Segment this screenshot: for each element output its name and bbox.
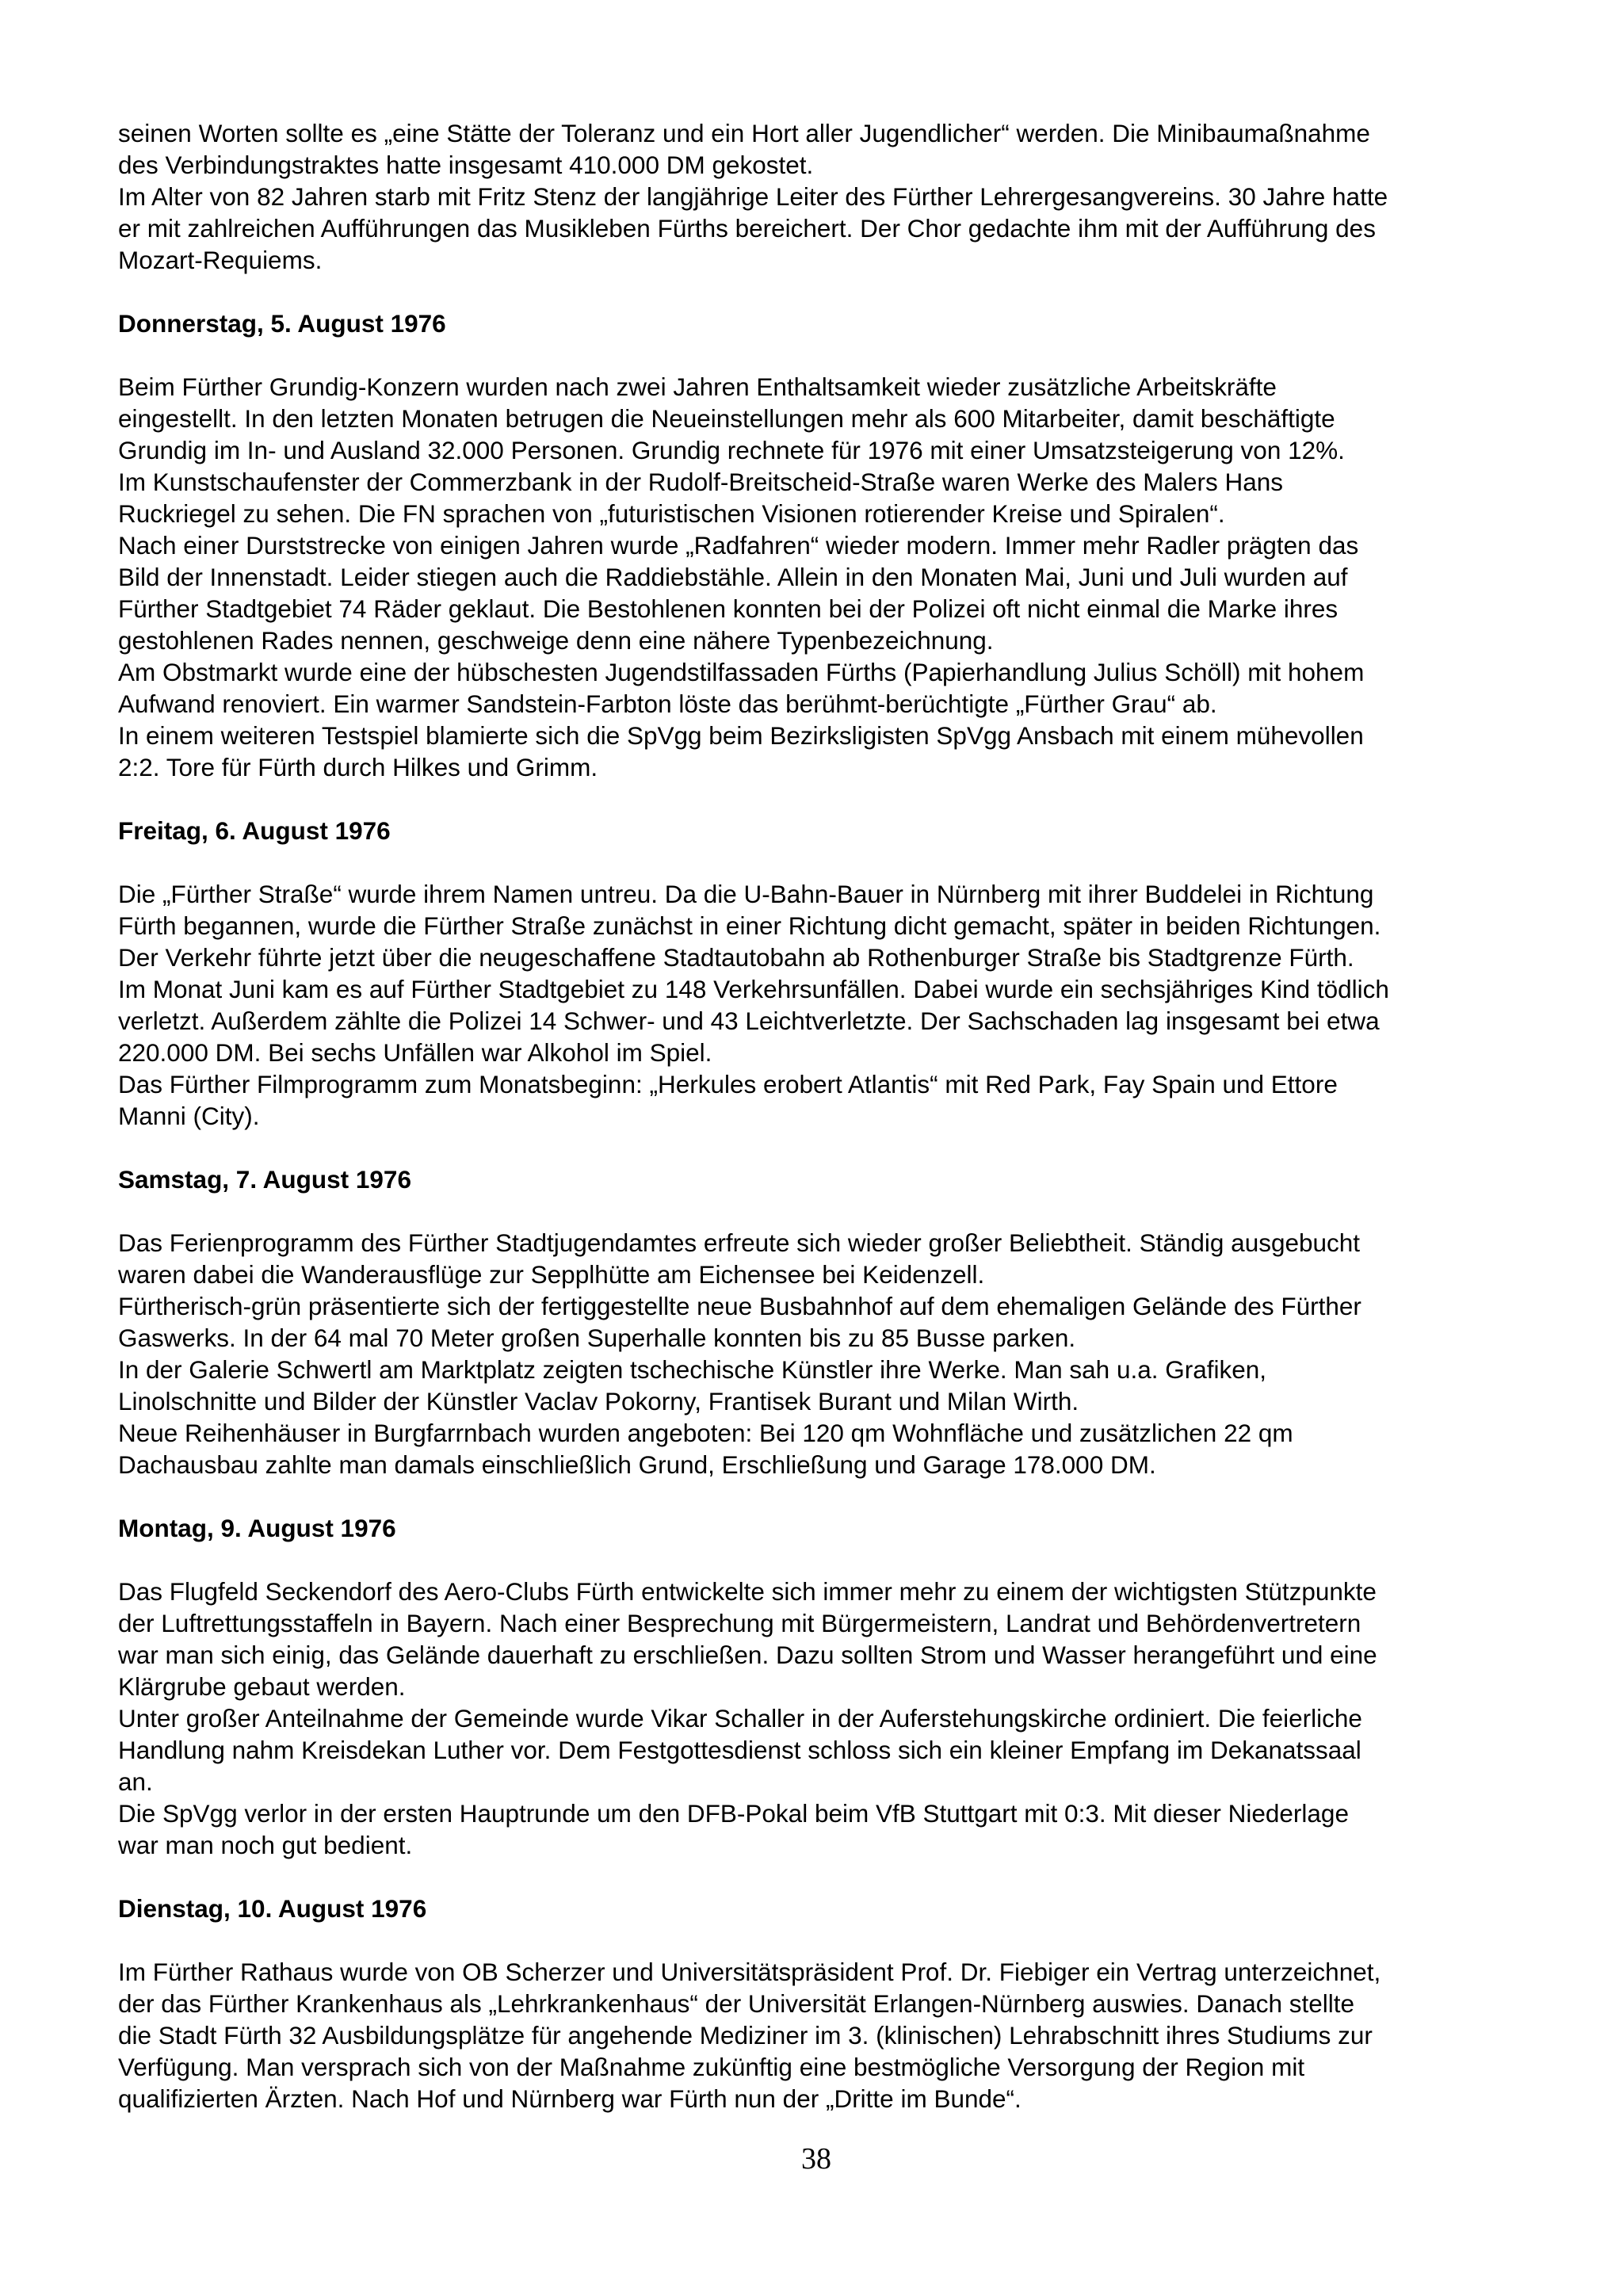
text-line: Am Obstmarkt wurde eine der hübschesten Jugendstilfassaden Fürths (Papierhandlung Julius Schöll) mit hohem	[118, 658, 1365, 686]
text-line: Grundig im In- und Ausland 32.000 Personen. Grundig rechnete für 1976 mit einer Umsatzsteigerung von 12%.	[118, 436, 1345, 464]
text-line: 2:2. Tore für Fürth durch Hilkes und Grimm.	[118, 753, 598, 781]
text-line: Klärgrube gebaut werden.	[118, 1672, 406, 1701]
text-line: Ruckriegel zu sehen. Die FN sprachen von „futuristischen Visionen rotierender Kreise und Spiralen“.	[118, 499, 1225, 528]
text-line: die Stadt Fürth 32 Ausbildungsplätze für angehende Mediziner im 3. (klinischen) Lehrabschnitt ihres Studiums zur	[118, 2021, 1373, 2050]
text-line: Das Flugfeld Seckendorf des Aero-Clubs Fürth entwickelte sich immer mehr zu einem der wichtigsten Stützpunkte	[118, 1577, 1377, 1606]
page-number: 38	[801, 2142, 831, 2176]
entry-date-heading: Dienstag, 10. August 1976	[118, 1894, 427, 1923]
diary-entry	[118, 1861, 1529, 2115]
text-line: Im Monat Juni kam es auf Fürther Stadtgebiet zu 148 Verkehrsunfällen. Dabei wurde ein sechsjähriges Kind tödlich	[118, 975, 1389, 1003]
entry-date-heading: Freitag, 6. August 1976	[118, 816, 391, 845]
text-line: Manni (City).	[118, 1102, 260, 1130]
text-line: seinen Worten sollte es „eine Stätte der Toleranz und ein Hort aller Jugendlicher“ werden. Die Minibaumaßnahme	[118, 119, 1370, 147]
text-line: waren dabei die Wanderausflüge zur Sepplhütte am Eichensee bei Keidenzell.	[118, 1260, 985, 1289]
text-line: Nach einer Durststrecke von einigen Jahren wurde „Radfahren“ wieder modern. Immer mehr Radler prägten das	[118, 531, 1359, 560]
text-line: Im Alter von 82 Jahren starb mit Fritz Stenz der langjährige Leiter des Fürther Lehrergesangvereins. 30 Jahre hatte	[118, 182, 1388, 211]
text-line: Verfügung. Man versprach sich von der Maßnahme zukünftig eine bestmögliche Versorgung der Region mit	[118, 2053, 1305, 2081]
text-line: Neue Reihenhäuser in Burgfarrnbach wurden angeboten: Bei 120 qm Wohnfläche und zusätzlichen 22 qm	[118, 1419, 1293, 1447]
diary-entry	[118, 1480, 1529, 1861]
text-line: Fürth begannen, wurde die Fürther Straße zunächst in einer Richtung dicht gemacht, später in beiden Richtungen.	[118, 911, 1381, 940]
text-line: an.	[118, 1767, 153, 1796]
entry-date-heading: Donnerstag, 5. August 1976	[118, 309, 446, 338]
text-line: eingestellt. In den letzten Monaten betrugen die Neueinstellungen mehr als 600 Mitarbeiter, damit beschäftigte	[118, 404, 1335, 433]
text-line: war man noch gut bedient.	[118, 1831, 413, 1859]
text-line: Unter großer Anteilnahme der Gemeinde wurde Vikar Schaller in der Auferstehungskirche ordiniert. Die feierliche	[118, 1704, 1362, 1733]
text-line: Das Ferienprogramm des Fürther Stadtjugendamtes erfreute sich wieder großer Beliebtheit. Ständig ausgebucht	[118, 1228, 1361, 1257]
diary-entry	[118, 783, 1529, 1132]
text-line: Beim Fürther Grundig-Konzern wurden nach zwei Jahren Enthaltsamkeit wieder zusätzliche Arbeitskräfte	[118, 372, 1277, 401]
text-line: In der Galerie Schwertl am Marktplatz zeigten tschechische Künstler ihre Werke. Man sah u.a. Grafiken,	[118, 1355, 1267, 1384]
text-line: gestohlenen Rades nennen, geschweige denn eine nähere Typenbezeichnung.	[118, 626, 994, 655]
diary-entry	[118, 1132, 1529, 1480]
diary-entry	[118, 276, 1529, 783]
text-line: Im Fürther Rathaus wurde von OB Scherzer und Universitätspräsident Prof. Dr. Fiebiger ein Vertrag unterzeichnet,	[118, 1958, 1381, 1986]
document-body	[118, 117, 1529, 2115]
text-line: Linolschnitte und Bilder der Künstler Vaclav Pokorny, Frantisek Burant und Milan Wirth.	[118, 1387, 1079, 1415]
text-line: Der Verkehr führte jetzt über die neugeschaffene Stadtautobahn ab Rothenburger Straße bis Stadtgrenze Fürth.	[118, 943, 1354, 972]
text-line: Im Kunstschaufenster der Commerzbank in der Rudolf-Breitscheid-Straße waren Werke des Malers Hans	[118, 468, 1284, 496]
text-line: des Verbindungstraktes hatte insgesamt 410.000 DM gekostet.	[118, 151, 814, 179]
text-line: Mozart-Requiems.	[118, 246, 323, 274]
text-line: qualifizierten Ärzten. Nach Hof und Nürnberg war Fürth nun der „Dritte im Bunde“.	[118, 2084, 1022, 2113]
text-line: verletzt. Außerdem zählte die Polizei 14 Schwer- und 43 Leichtverletzte. Der Sachschaden lag insgesamt bei etwa	[118, 1007, 1380, 1035]
entry-date-heading: Montag, 9. August 1976	[118, 1514, 396, 1542]
text-line: Das Fürther Filmprogramm zum Monatsbeginn: „Herkules erobert Atlantis“ mit Red Park, Fay Spain und Ettore	[118, 1070, 1338, 1098]
text-line: der Luftrettungsstaffeln in Bayern. Nach einer Besprechung mit Bürgermeistern, Landrat und Behördenvertretern	[118, 1609, 1361, 1637]
text-line: war man sich einig, das Gelände dauerhaft zu erschließen. Dazu sollten Strom und Wasser herangeführt und eine	[118, 1641, 1377, 1669]
text-line: Die „Fürther Straße“ wurde ihrem Namen untreu. Da die U-Bahn-Bauer in Nürnberg mit ihrer Buddelei in Richtung	[118, 880, 1374, 908]
text-line: Dachausbau zahlte man damals einschließlich Grund, Erschließung und Garage 178.000 DM.	[118, 1450, 1156, 1479]
diary-entry	[118, 117, 1529, 276]
text-line: Aufwand renoviert. Ein warmer Sandstein-Farbton löste das berühmt-berüchtigte „Fürther Grau“ ab.	[118, 690, 1217, 718]
text-line: Fürther Stadtgebiet 74 Räder geklaut. Die Bestohlenen konnten bei der Polizei oft nicht einmal die Marke ihres	[118, 594, 1338, 623]
text-line: er mit zahlreichen Aufführungen das Musikleben Fürths bereichert. Der Chor gedachte ihm mit der Aufführung des	[118, 214, 1376, 243]
entry-date-heading: Samstag, 7. August 1976	[118, 1165, 411, 1194]
text-line: 220.000 DM. Bei sechs Unfällen war Alkohol im Spiel.	[118, 1038, 712, 1067]
text-line: Handlung nahm Kreisdekan Luther vor. Dem Festgottesdienst schloss sich ein kleiner Empfang im Dekanatssaal	[118, 1736, 1361, 1764]
text-line: In einem weiteren Testspiel blamierte sich die SpVgg beim Bezirksligisten SpVgg Ansbach mit einem mühevollen	[118, 721, 1364, 750]
text-line: Gaswerks. In der 64 mal 70 Meter großen Superhalle konnten bis zu 85 Busse parken.	[118, 1324, 1076, 1352]
text-line: Die SpVgg verlor in der ersten Hauptrunde um den DFB-Pokal beim VfB Stuttgart mit 0:3. Mit dieser Niederlage	[118, 1799, 1349, 1828]
text-line: der das Fürther Krankenhaus als „Lehrkrankenhaus“ der Universität Erlangen-Nürnberg auswies. Danach stellte	[118, 1989, 1355, 2018]
text-line: Bild der Innenstadt. Leider stiegen auch die Raddiebstähle. Allein in den Monaten Mai, Juni und Juli wurden auf	[118, 563, 1348, 591]
text-line: Fürtherisch-grün präsentierte sich der fertiggestellte neue Busbahnhof auf dem ehemaligen Gelände des Fürther	[118, 1292, 1361, 1320]
